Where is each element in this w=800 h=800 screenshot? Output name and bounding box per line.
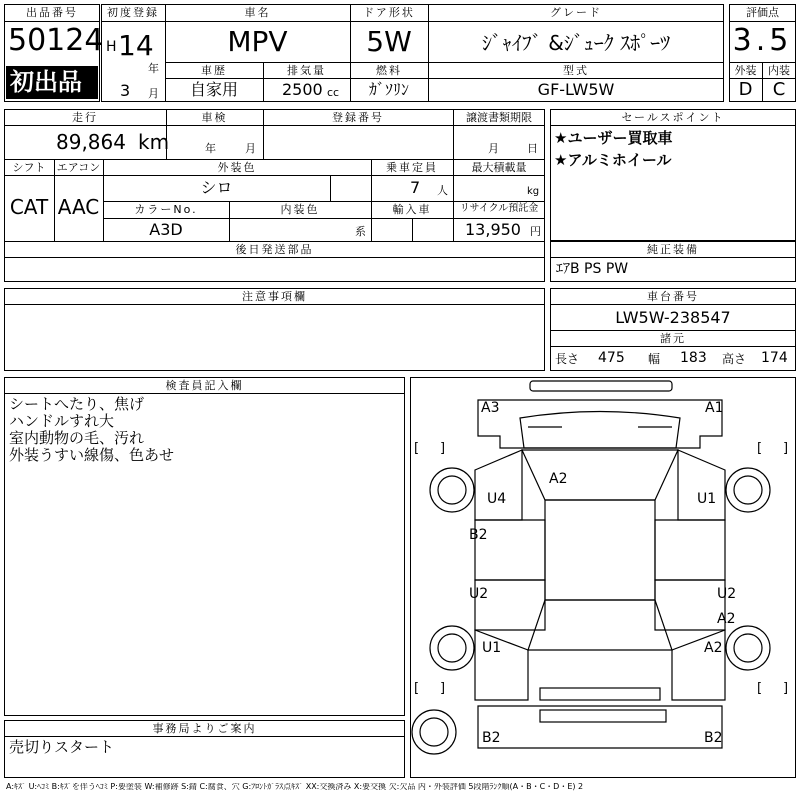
shift: CAT (9, 195, 49, 219)
lot-label: 出品番号 (26, 6, 78, 19)
inspector-line-4: 外装うすい線傷、色あせ (9, 446, 175, 464)
rear-glass (528, 600, 672, 650)
wheel-rear-right-inner (734, 634, 762, 662)
displacement: 2500 (282, 80, 323, 99)
inspector-label: 検査員記入欄 (165, 379, 244, 392)
interior-label: 内装 (768, 64, 790, 77)
first-reg-year: 14 (118, 29, 154, 62)
color-no-label: カラーNo. (134, 203, 198, 216)
inspection-year-unit: 年 (205, 142, 216, 155)
damage-legend: A:ｷｽﾞ U:ﾍｺﾐ B:ｷｽﾞを伴うﾍｺﾐ P:要塗装 W:補修跡 S:錆 C:腐食、穴 G:ﾌﾛﾝﾄｶﾞﾗｽ点ｷｽﾞ XX:交換済み X:要交換 欠:欠品 内・外装評価 5段階ﾗﾝｸ順(A・B・C・D・E) 2 (6, 783, 584, 791)
door-label: ドア形状 (363, 6, 415, 19)
grade-label: グレード (550, 6, 602, 19)
right-front-door (655, 520, 725, 580)
recycle-fee: 13,950 (465, 220, 521, 239)
wheel-front-right-inner (734, 476, 762, 504)
sales-point-2: ★アルミホイール (554, 151, 672, 169)
diagram-mark-u2-left: U2 (469, 586, 489, 602)
bracket-right-top-close: ] (783, 441, 789, 456)
fuel: ｶﾞｿﾘﾝ (368, 80, 409, 99)
load-label: 最大積載量 (471, 161, 527, 174)
height: 174 (761, 350, 788, 366)
fuel-label: 燃料 (376, 64, 402, 77)
transfer-label: 譲渡書類期限 (466, 111, 532, 124)
length-label: 長さ (555, 352, 580, 366)
capacity-label: 乗車定員 (386, 161, 438, 174)
transfer-month-unit: 月 (488, 142, 499, 155)
height-label: 高さ (722, 352, 747, 366)
first-reg-label: 初度登録 (107, 6, 159, 19)
left-front-fender (475, 450, 522, 520)
diagram-mark-u2-right: U2 (717, 586, 737, 602)
diagram-mark-b2-rear-right: B2 (704, 730, 723, 746)
mileage-label: 走行 (72, 111, 98, 124)
diagram-mark-a2-right-door: A2 (717, 611, 736, 627)
bracket-left-top-close: ] (440, 441, 446, 456)
roof-outline (530, 381, 672, 391)
exterior-label: 外装 (734, 64, 757, 77)
rear-bumper-outline (478, 706, 722, 748)
office-label: 事務局よりご案内 (152, 722, 257, 735)
office-text: 売切りスタート (9, 738, 115, 756)
int-color-label: 内装色 (280, 203, 320, 216)
displacement-label: 排気量 (287, 64, 326, 77)
lot-number: 50124 (8, 23, 104, 58)
diagram-mark-b2-rear-left: B2 (482, 730, 501, 746)
bracket-right-bottom-close: ] (783, 681, 789, 696)
ac: AAC (57, 195, 100, 219)
inspector-line-1: シートへたり、焦げ (9, 395, 145, 413)
era-letter: H (106, 39, 117, 55)
wheel-front-left (430, 468, 474, 512)
diagram-mark-a3: A3 (481, 400, 500, 416)
history-label: 車歴 (201, 64, 227, 77)
bracket-right-bottom: [ (757, 681, 763, 696)
recycle-unit: 円 (530, 225, 541, 238)
inspection-month-unit: 月 (245, 142, 256, 155)
first-listing-text: 初出品 (10, 68, 82, 96)
front-bumper-outline (478, 400, 722, 448)
spare-wheel (412, 710, 456, 754)
score-label: 評価点 (746, 6, 779, 19)
bracket-left-bottom-close: ] (440, 681, 446, 696)
capacity: 7 (410, 178, 421, 197)
spare-wheel-inner (420, 718, 448, 746)
score: 3.5 (732, 23, 793, 58)
inspector-line-3: 室内動物の毛、汚れ (9, 429, 145, 447)
month-unit: 月 (148, 87, 159, 100)
transfer-day-unit: 日 (527, 142, 538, 155)
wheel-rear-left-inner (438, 634, 466, 662)
later-parts-label: 後日発送部品 (235, 243, 314, 256)
diagram-mark-a2-roof: A2 (549, 471, 568, 487)
rear-garnish (540, 710, 666, 722)
diagram-mark-u1-front: U1 (697, 491, 717, 507)
ext-color: シロ (200, 178, 233, 197)
equipment-label: 純正装備 (647, 243, 699, 256)
first-reg-month: 3 (120, 81, 131, 100)
equipment: ｴｱB PS PW (556, 261, 629, 277)
notes-label: 注意事項欄 (242, 290, 307, 303)
roof-panel (545, 500, 655, 600)
displacement-unit: cc (327, 86, 340, 99)
bracket-left-top: [ (414, 441, 420, 456)
model: GF-LW5W (537, 80, 615, 99)
diagram-mark-a1: A1 (705, 400, 724, 416)
width: 183 (680, 350, 707, 366)
wheel-rear-right (726, 626, 770, 670)
inspection-label: 車検 (201, 111, 228, 124)
tailgate-outline (540, 688, 660, 700)
sales-label: セールスポイント (621, 111, 725, 124)
shift-label: シフト (12, 161, 46, 174)
chassis-number: LW5W-238547 (615, 308, 731, 327)
chassis-label: 車台番号 (647, 290, 699, 303)
wheel-front-left-inner (438, 476, 466, 504)
load-unit: kg (527, 186, 540, 197)
wheel-front-right (726, 468, 770, 512)
import-label: 輸入車 (392, 203, 432, 216)
capacity-unit: 人 (437, 184, 448, 197)
diagram-mark-u1-rear: U1 (482, 640, 502, 656)
car-name: MPV (227, 25, 288, 58)
diagram-mark-b2-left: B2 (469, 527, 488, 543)
recycle-label: リサイクル預託金 (459, 203, 539, 214)
inspector-line-2: ハンドルすれ大 (9, 412, 115, 430)
windshield (522, 450, 678, 500)
int-color-suffix: 系 (355, 225, 366, 238)
grade: ｼﾞｬｲﾌﾞ &ｼﾞｭｰｸ ｽﾎﾟｰﾂ (481, 31, 671, 55)
history: 自家用 (189, 80, 238, 99)
width-label: 幅 (648, 352, 661, 366)
door-type: 5W (366, 25, 412, 58)
diagram-mark-u4: U4 (487, 491, 507, 507)
mileage-unit: km (138, 130, 170, 154)
interior-grade: C (772, 79, 786, 100)
bracket-right-top: [ (757, 441, 763, 456)
ext-color-label: 外装色 (217, 161, 257, 174)
mileage: 89,864 (56, 130, 126, 154)
diagram-mark-a2-rear: A2 (704, 640, 723, 656)
right-front-fender (678, 450, 725, 520)
model-label: 型式 (563, 64, 589, 77)
length: 475 (598, 350, 625, 366)
car-name-label: 車名 (244, 6, 271, 19)
exterior-grade: D (738, 79, 753, 100)
bracket-left-bottom: [ (414, 681, 420, 696)
dims-label: 諸元 (660, 332, 686, 345)
year-unit: 年 (148, 62, 159, 75)
reg-no-label: 登録番号 (332, 111, 384, 124)
ac-label: エアコン (56, 161, 101, 174)
color-no: A3D (149, 220, 183, 239)
hood-outline (520, 412, 680, 449)
sales-point-1: ★ユーザー買取車 (554, 129, 673, 147)
right-rear-door (655, 580, 725, 630)
wheel-rear-left (430, 626, 474, 670)
